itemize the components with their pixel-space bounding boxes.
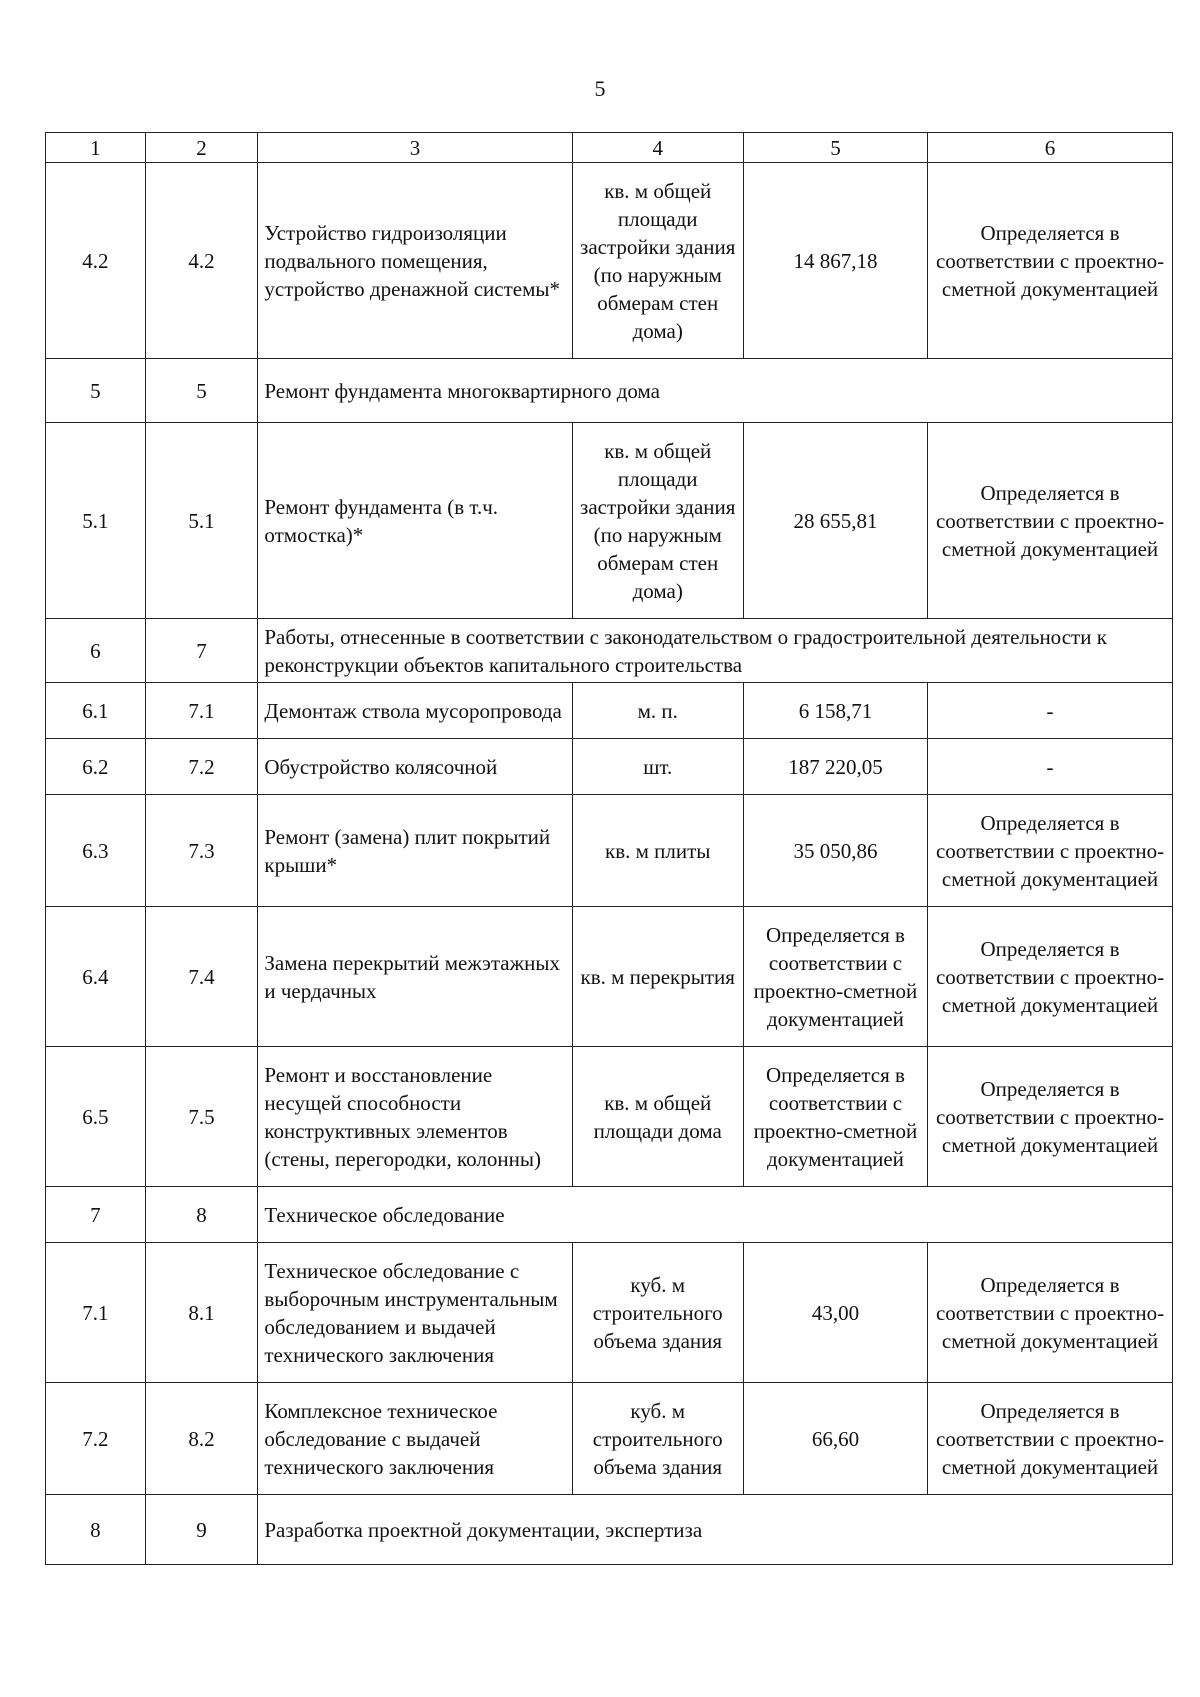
note: Определяется в соответствии с проектно-сметной документацией	[928, 1383, 1173, 1495]
table-row	[46, 1383, 1173, 1495]
item-code: 4.2	[145, 163, 258, 359]
table-row	[46, 795, 1173, 907]
work-name: Устройство гидроизоляции подвального помещения, устройство дренажной системы*	[258, 163, 572, 359]
table-row	[46, 423, 1173, 619]
note: Определяется в соответствии с проектно-сметной документацией	[928, 423, 1173, 619]
cost: 66,60	[743, 1383, 927, 1495]
item-code: 5.1	[145, 423, 258, 619]
header-cell: 1	[46, 133, 146, 163]
item-code: 7.5	[145, 1047, 258, 1187]
note: -	[928, 739, 1173, 795]
row-number: 6.3	[46, 795, 146, 907]
header-cell: 6	[928, 133, 1173, 163]
section-title: Работы, отнесенные в соответствии с законодательством о градостроительной деятельности к реконструкции объектов капитального строительства	[258, 619, 1173, 683]
note: Определяется в соответствии с проектно-сметной документацией	[928, 795, 1173, 907]
section-row	[46, 359, 1173, 423]
note: Определяется в соответствии с проектно-сметной документацией	[928, 907, 1173, 1047]
work-name: Ремонт и восстановление несущей способности конструктивных элементов (стены, перегородки, колонны)	[258, 1047, 572, 1187]
unit: кв. м перекрытия	[572, 907, 743, 1047]
cost: 43,00	[743, 1243, 927, 1383]
work-name: Демонтаж ствола мусоропровода	[258, 683, 572, 739]
cost: 14 867,18	[743, 163, 927, 359]
table-row	[46, 683, 1173, 739]
table-row	[46, 907, 1173, 1047]
item-code: 7.2	[145, 739, 258, 795]
row-number: 6.5	[46, 1047, 146, 1187]
item-code: 8.2	[145, 1383, 258, 1495]
works-table	[45, 132, 1173, 1565]
unit: кв. м общей площади дома	[572, 1047, 743, 1187]
row-number: 6.4	[46, 907, 146, 1047]
note: Определяется в соответствии с проектно-сметной документацией	[928, 1243, 1173, 1383]
item-code: 7.4	[145, 907, 258, 1047]
item-code: 7.1	[145, 683, 258, 739]
unit: кв. м общей площади застройки здания (по наружным обмерам стен дома)	[572, 163, 743, 359]
table-row	[46, 1047, 1173, 1187]
section-title: Разработка проектной документации, экспертиза	[258, 1495, 1173, 1565]
unit: м. п.	[572, 683, 743, 739]
section-title: Ремонт фундамента многоквартирного дома	[258, 359, 1173, 423]
header-cell: 4	[572, 133, 743, 163]
work-name: Замена перекрытий межэтажных и чердачных	[258, 907, 572, 1047]
unit: шт.	[572, 739, 743, 795]
cost: Определяется в соответствии с проектно-сметной документацией	[743, 1047, 927, 1187]
row-number: 5	[46, 359, 146, 423]
row-number: 7.1	[46, 1243, 146, 1383]
page-number: 5	[594, 76, 606, 101]
section-row	[46, 619, 1173, 683]
row-number: 6.2	[46, 739, 146, 795]
item-code: 7	[145, 619, 258, 683]
unit: кв. м плиты	[572, 795, 743, 907]
header-cell: 3	[258, 133, 572, 163]
unit: куб. м строительного объема здания	[572, 1383, 743, 1495]
row-number: 7	[46, 1187, 146, 1243]
unit: кв. м общей площади застройки здания (по наружным обмерам стен дома)	[572, 423, 743, 619]
item-code: 8.1	[145, 1243, 258, 1383]
section-row	[46, 1187, 1173, 1243]
table-row	[46, 739, 1173, 795]
header-cell: 2	[145, 133, 258, 163]
item-code: 8	[145, 1187, 258, 1243]
section-title: Техническое обследование	[258, 1187, 1173, 1243]
row-number: 5.1	[46, 423, 146, 619]
table-row	[46, 163, 1173, 359]
table-header-row	[46, 133, 1173, 163]
work-name: Техническое обследование с выборочным инструментальным обследованием и выдачей технического заключения	[258, 1243, 572, 1383]
cost: 28 655,81	[743, 423, 927, 619]
table-row	[46, 1243, 1173, 1383]
item-code: 5	[145, 359, 258, 423]
header-cell: 5	[743, 133, 927, 163]
unit: куб. м строительного объема здания	[572, 1243, 743, 1383]
row-number: 4.2	[46, 163, 146, 359]
row-number: 7.2	[46, 1383, 146, 1495]
work-name: Обустройство колясочной	[258, 739, 572, 795]
row-number: 6.1	[46, 683, 146, 739]
work-name: Ремонт (замена) плит покрытий крыши*	[258, 795, 572, 907]
item-code: 9	[145, 1495, 258, 1565]
cost: 187 220,05	[743, 739, 927, 795]
cost: Определяется в соответствии с проектно-сметной документацией	[743, 907, 927, 1047]
row-number: 6	[46, 619, 146, 683]
note: Определяется в соответствии с проектно-сметной документацией	[928, 163, 1173, 359]
note: -	[928, 683, 1173, 739]
cost: 6 158,71	[743, 683, 927, 739]
cost: 35 050,86	[743, 795, 927, 907]
work-name: Ремонт фундамента (в т.ч. отмостка)*	[258, 423, 572, 619]
note: Определяется в соответствии с проектно-сметной документацией	[928, 1047, 1173, 1187]
row-number: 8	[46, 1495, 146, 1565]
work-name: Комплексное техническое обследование с выдачей технического заключения	[258, 1383, 572, 1495]
section-row	[46, 1495, 1173, 1565]
item-code: 7.3	[145, 795, 258, 907]
